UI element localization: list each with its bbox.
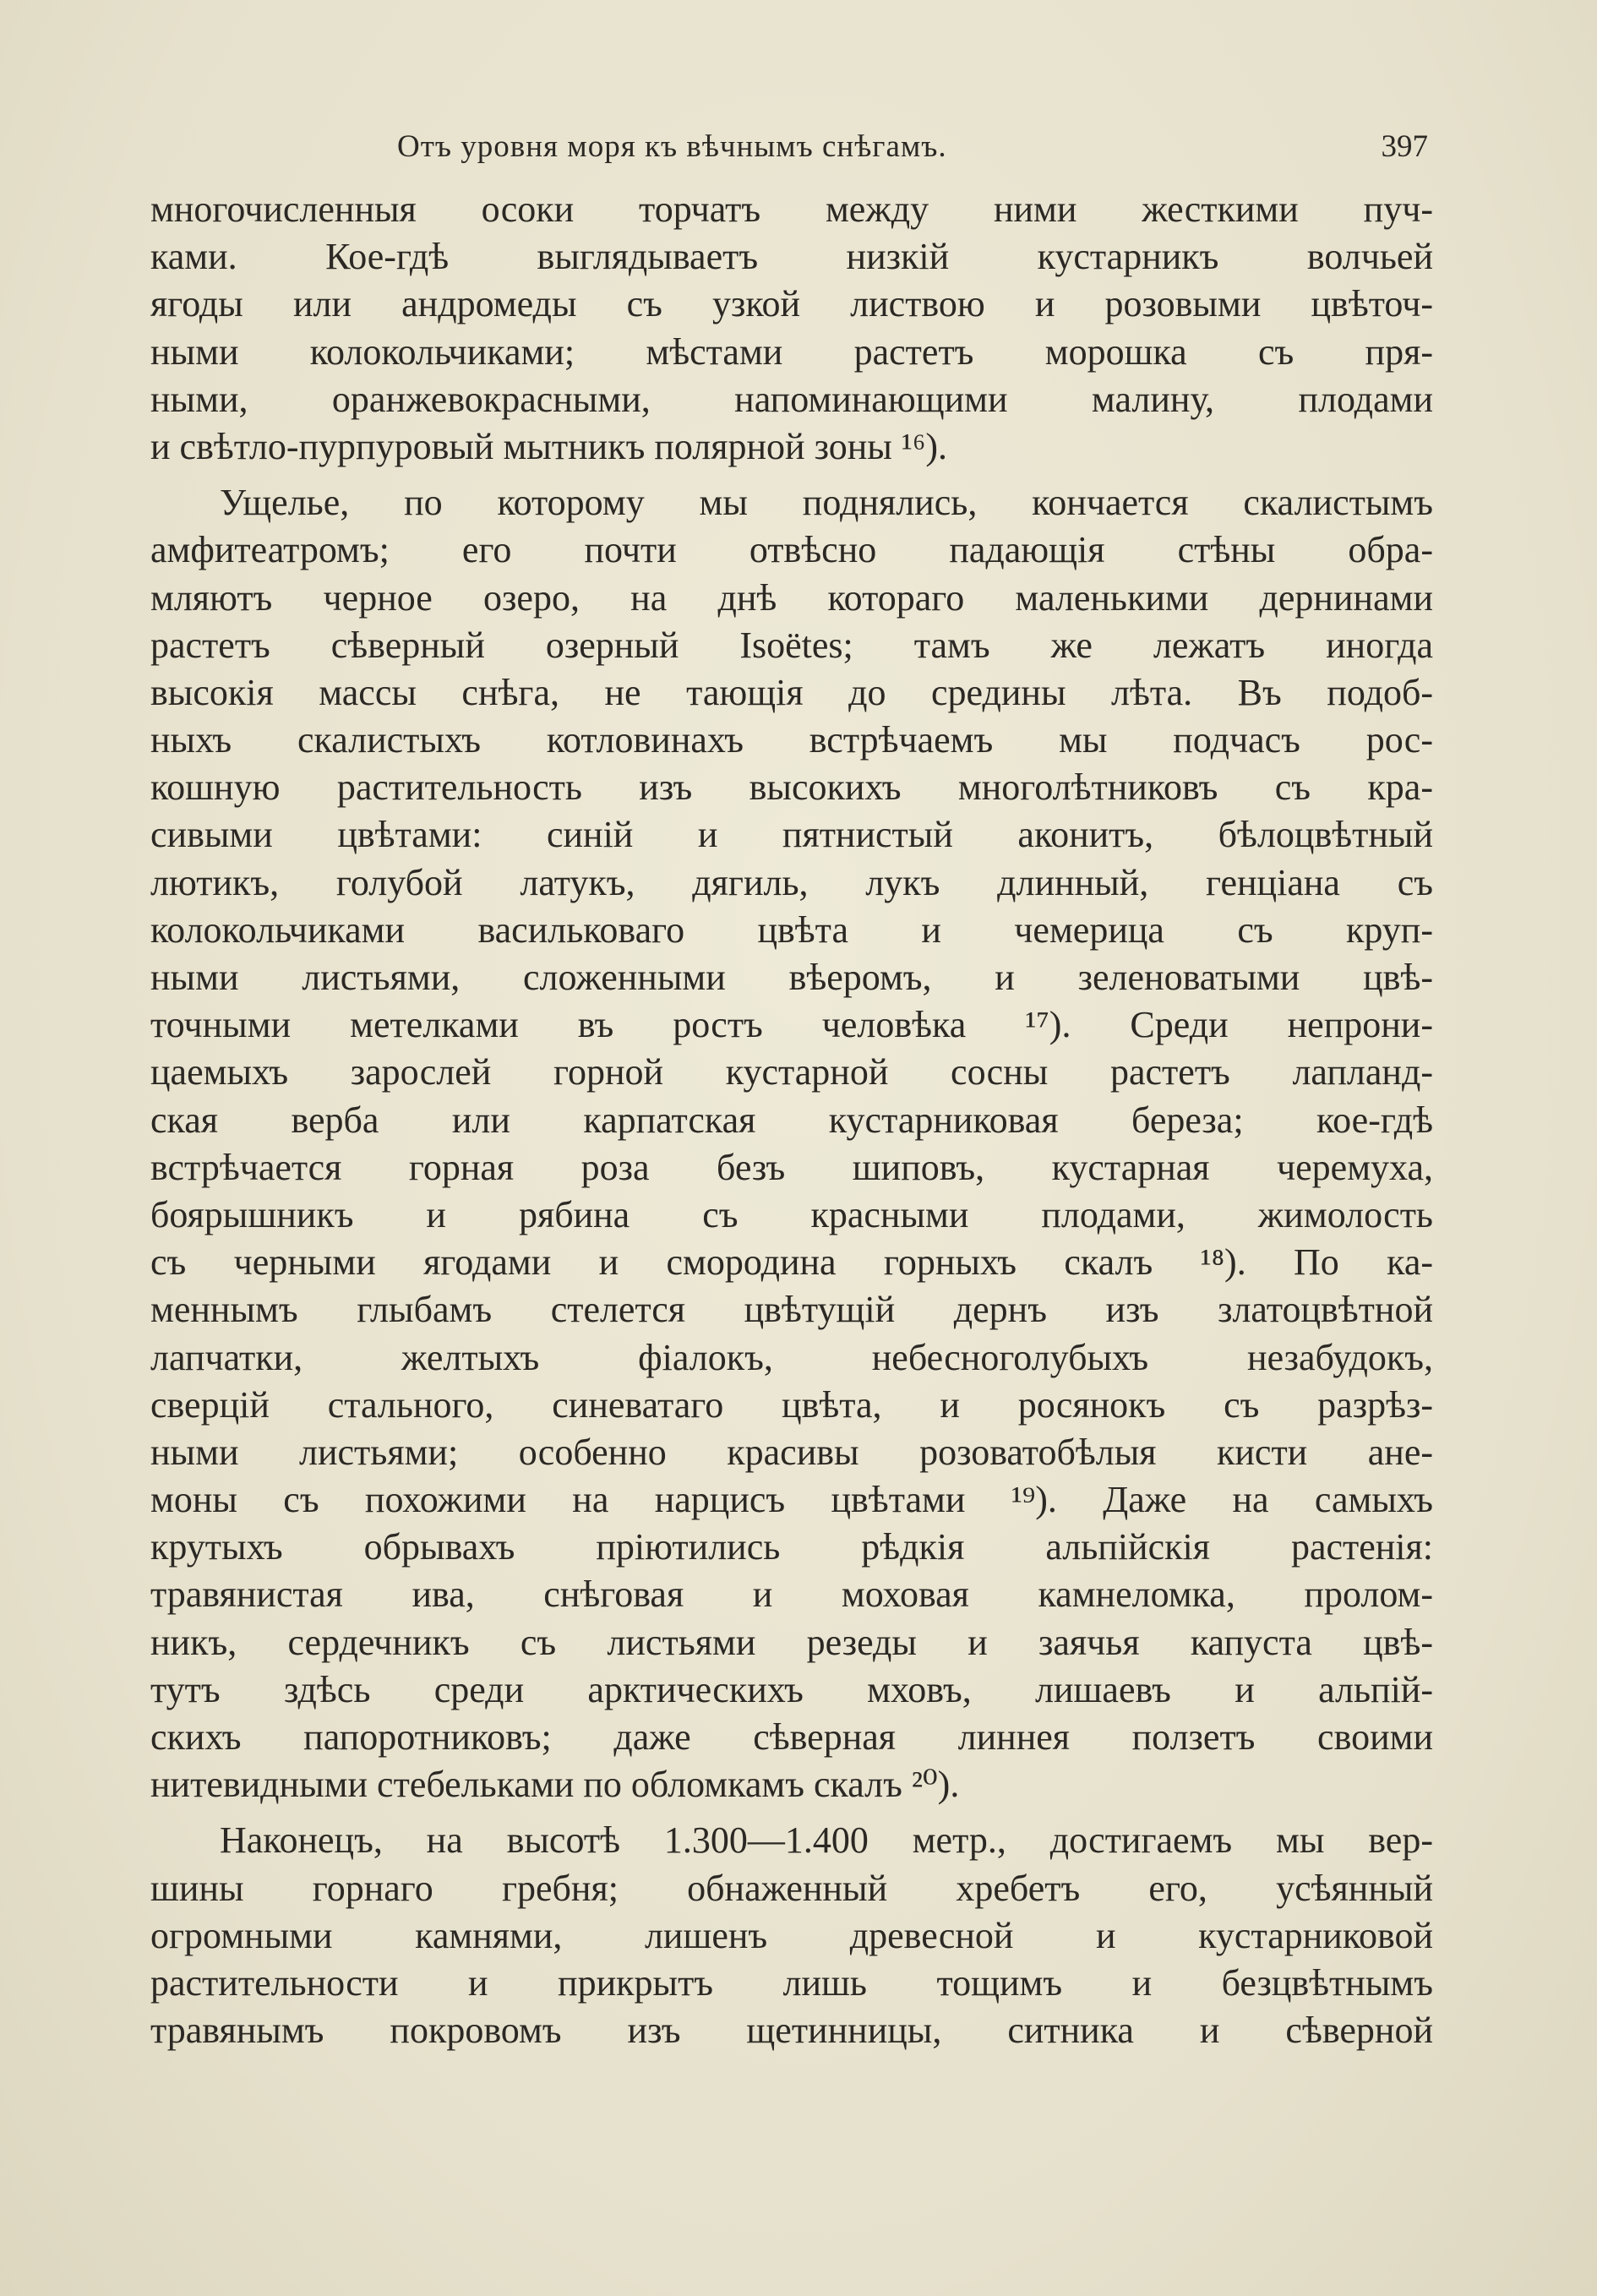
text-line: съ черными ягодами и смородина горныхъ скалъ ¹⁸). По ка- <box>150 1241 1433 1284</box>
paragraph-3 <box>150 1817 1433 2054</box>
text-line: боярышникъ и рябина съ красными плодами, жимолость <box>150 1193 1433 1235</box>
page-header <box>397 128 1428 176</box>
text-line: Наконецъ, на высотѣ 1.300—1.400 метр., достигаемъ мы вер- <box>220 1819 1433 1862</box>
paragraph-1 <box>150 186 1433 471</box>
text-line: высокія массы снѣга, не тающія до средины лѣта. Въ подоб- <box>150 671 1433 713</box>
text-line: моны съ похожими на нарцисъ цвѣтами ¹⁹). Даже на самыхъ <box>150 1479 1433 1521</box>
text-line: травянистая ива, снѣговая и моховая камнеломка, пролом- <box>150 1573 1433 1616</box>
text-line: Ущелье, по которому мы поднялись, кончается скалистымъ <box>220 482 1433 524</box>
paragraph-2 <box>150 479 1433 1808</box>
running-title: Отъ уровня моря къ вѣчнымъ снѣгамъ. <box>397 129 947 164</box>
text-line: встрѣчается горная роза безъ шиповъ, кустарная черемуха, <box>150 1146 1433 1188</box>
text-line: точными метелками въ ростъ человѣка ¹⁷). Среди непрони- <box>150 1004 1433 1046</box>
text-line: ныхъ скалистыхъ котловинахъ встрѣчаемъ мы подчасъ рос- <box>150 719 1433 761</box>
text-line: растетъ сѣверный озерный Isoëtes; тамъ же лежатъ иногда <box>150 624 1433 666</box>
text-line: ными колокольчиками; мѣстами растетъ морошка съ пря- <box>150 330 1433 373</box>
text-line: лютикъ, голубой латукъ, дягиль, лукъ длинный, генціана съ <box>150 861 1433 903</box>
text-line: никъ, сердечникъ съ листьями резеды и заячья капуста цвѣ- <box>150 1621 1433 1663</box>
text-line: сивыми цвѣтами: синій и пятнистый аконитъ, бѣлоцвѣтный <box>150 814 1433 856</box>
text-line: мляютъ черное озеро, на днѣ котораго маленькими дернинами <box>150 576 1433 619</box>
text-line: скихъ папоротниковъ; даже сѣверная линнея ползетъ своими <box>150 1716 1433 1758</box>
text-line: колокольчиками васильковаго цвѣта и чемерица съ круп- <box>150 908 1433 951</box>
text-line: ская верба или карпатская кустарниковая береза; кое-гдѣ <box>150 1099 1433 1141</box>
text-line: меннымъ глыбамъ стелется цвѣтущій дернъ изъ златоцвѣтной <box>150 1289 1433 1331</box>
text-line: тутъ здѣсь среди арктическихъ мховъ, лишаевъ и альпій- <box>150 1668 1433 1710</box>
text-line: травянымъ покровомъ изъ щетинницы, ситника и сѣверной <box>150 2010 1433 2052</box>
text-line: ными листьями; особенно красивы розоватобѣлыя кисти ане- <box>150 1431 1433 1473</box>
text-line: крутыхъ обрывахъ пріютились рѣдкія альпійскія растенія: <box>150 1526 1433 1568</box>
text-line: амфитеатромъ; его почти отвѣсно падающія стѣны обра- <box>150 529 1433 571</box>
text-line: многочисленныя осоки торчатъ между ними жесткими пуч- <box>150 188 1433 230</box>
page-number: 397 <box>1381 129 1428 164</box>
text-line: нитевидными стебельками по обломкамъ скалъ ²⁰). <box>150 1764 960 1806</box>
text-line: и свѣтло-пурпуровый мытникъ полярной зоны ¹⁶). <box>150 425 947 467</box>
text-line: ками. Кое-гдѣ выглядываетъ низкій кустарникъ волчьей <box>150 236 1433 278</box>
text-line: ными, оранжевокрасными, напоминающими малину, плодами <box>150 378 1433 420</box>
text-line: кошную растительность изъ высокихъ многолѣтниковъ съ кра- <box>150 766 1433 809</box>
text-line: цаемыхъ зарослей горной кустарной сосны растетъ лапланд- <box>150 1051 1433 1093</box>
text-line: ягоды или андромеды съ узкой листвою и розовыми цвѣточ- <box>150 283 1433 325</box>
text-line: сверцій стального, синеватаго цвѣта, и росянокъ съ разрѣз- <box>150 1383 1433 1426</box>
body-text <box>150 186 1433 2054</box>
text-line: шины горнаго гребня; обнаженный хребетъ его, усѣянный <box>150 1867 1433 1909</box>
text-line: огромными камнями, лишенъ древесной и кустарниковой <box>150 1914 1433 1956</box>
text-line: растительности и прикрытъ лишь тощимъ и безцвѣтнымъ <box>150 1961 1433 2004</box>
text-line: ными листьями, сложенными вѣеромъ, и зеленоватыми цвѣ- <box>150 957 1433 998</box>
text-line: лапчатки, желтыхъ фіалокъ, небесноголубыхъ незабудокъ, <box>150 1336 1433 1378</box>
